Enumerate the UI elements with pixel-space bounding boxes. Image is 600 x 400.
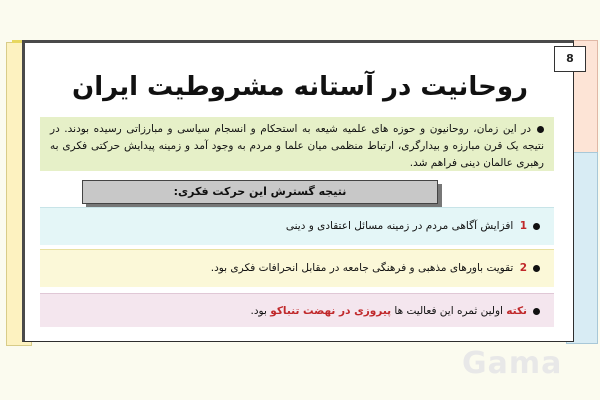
note-text-before: اولین ثمره این فعالیت ها [394,305,503,317]
bullet-icon [537,126,544,133]
intro-text: در این زمان، روحانیون و حوزه های علمیه شیعه به استحکام و انسجام سیاسی و مبارزاتی رسیده بودند. در نتیجه یک قرن مبارزه و بیدارگری، ارتباط منظمی میان علما و مردم به وجود آمد و زمینه پیدایش حرکتی فکری به رهبری عالمان دینی فراهم شد. [50,123,544,169]
item-text: تقویت باورهای مذهبی و فرهنگی جامعه در مقابل انحرافات فکری بود. [210,262,514,274]
bullet-icon [533,308,540,315]
item-number: 2 [519,262,527,274]
page-title: روحانیت در آستانه مشروطیت ایران [72,72,528,102]
bullet-icon [533,265,540,272]
item-number: 1 [519,220,527,232]
result-item-2 [40,249,554,287]
note-box [40,293,554,327]
result-item-1 [40,207,554,245]
bullet-icon [533,223,540,230]
item-text: افزایش آگاهی مردم در زمینه مسائل اعتقادی و دینی [285,220,514,232]
subheading: نتیجه گسترش این حرکت فکری: [82,180,438,204]
note-text-after: بود. [250,305,267,317]
watermark-logo: Gama [462,346,563,381]
page-number: 8 [554,46,586,72]
intro-paragraph [40,117,554,171]
note-label: نکته [506,305,527,317]
note-highlight: پیروزی در نهضت تنباکو [270,305,392,317]
